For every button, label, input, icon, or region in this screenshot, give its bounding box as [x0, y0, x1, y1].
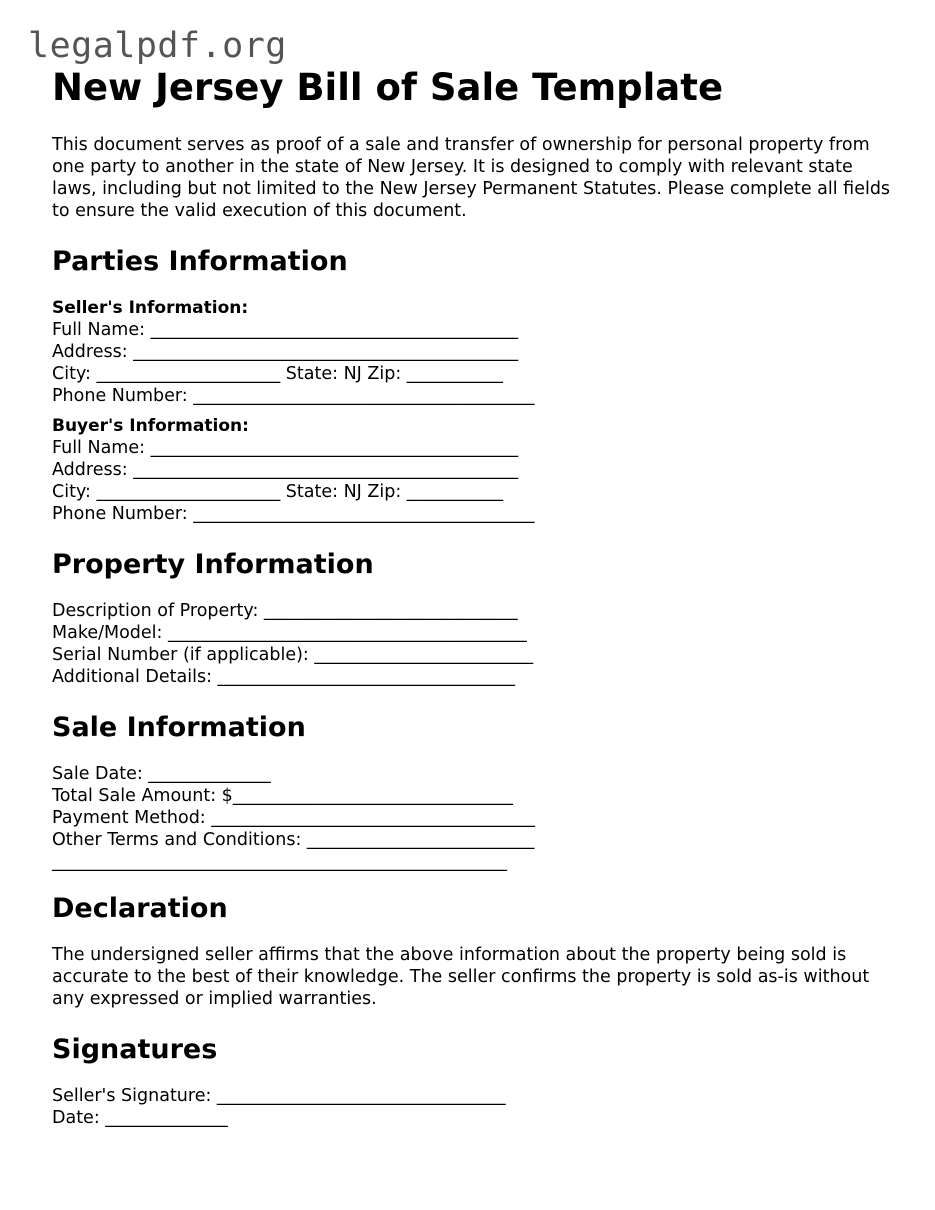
other-terms-continuation-field[interactable]: ____________________________________________________: [52, 852, 507, 872]
other-terms-field[interactable]: Other Terms and Conditions: __________________________: [52, 830, 535, 850]
buyer-info-block: [52, 415, 902, 525]
document-page: [52, 66, 902, 1129]
sale-info-block: [52, 763, 902, 873]
seller-info-label: Seller's Information:: [52, 298, 249, 318]
buyer-city-state-zip-field[interactable]: City: _____________________ State: NJ Zip: ___________: [52, 482, 504, 502]
property-info-block: [52, 600, 902, 688]
buyer-info-label: Buyer's Information:: [52, 416, 249, 436]
seller-city-state-zip-field[interactable]: City: _____________________ State: NJ Zip: ___________: [52, 364, 504, 384]
watermark-logo: legalpdf.org: [28, 26, 287, 66]
signature-date-field[interactable]: Date: ______________: [52, 1108, 228, 1128]
seller-info-block: [52, 297, 902, 407]
parties-heading: Parties Information: [52, 246, 348, 277]
seller-signature-field[interactable]: Seller's Signature: _________________________________: [52, 1086, 506, 1106]
signatures-block: [52, 1085, 902, 1129]
buyer-address-field[interactable]: Address: ____________________________________________: [52, 460, 519, 480]
seller-full-name-field[interactable]: Full Name: __________________________________________: [52, 320, 519, 340]
sale-heading: Sale Information: [52, 712, 306, 743]
document-title: New Jersey Bill of Sale Template: [52, 66, 724, 109]
property-description-field[interactable]: Description of Property: _____________________________: [52, 601, 518, 621]
property-heading: Property Information: [52, 549, 374, 580]
property-make-model-field[interactable]: Make/Model: _________________________________________: [52, 623, 527, 643]
property-serial-field[interactable]: Serial Number (if applicable): _________________________: [52, 645, 534, 665]
seller-phone-field[interactable]: Phone Number: _______________________________________: [52, 386, 535, 406]
seller-address-field[interactable]: Address: ____________________________________________: [52, 342, 519, 362]
declaration-text: The undersigned seller affirms that the above information about the property being sold is accurate to the best of their knowledge. The seller confirms the property is sold as-is without any expressed or implied warranties.: [52, 945, 870, 1009]
declaration-heading: Declaration: [52, 893, 228, 924]
buyer-phone-field[interactable]: Phone Number: _______________________________________: [52, 504, 535, 524]
intro-paragraph: This document serves as proof of a sale and transfer of ownership for personal property from one party to another in the state of New Jersey. It is designed to comply with relevant state laws, including but not limited to the New Jersey Permanent Statutes. Please complete all fields to ensure the valid execution of this document.: [52, 135, 891, 221]
payment-method-field[interactable]: Payment Method: _____________________________________: [52, 808, 536, 828]
sale-amount-field[interactable]: Total Sale Amount: $________________________________: [52, 786, 513, 806]
sale-date-field[interactable]: Sale Date: ______________: [52, 764, 271, 784]
buyer-full-name-field[interactable]: Full Name: __________________________________________: [52, 438, 519, 458]
property-additional-field[interactable]: Additional Details: __________________________________: [52, 667, 516, 687]
signatures-heading: Signatures: [52, 1034, 218, 1065]
